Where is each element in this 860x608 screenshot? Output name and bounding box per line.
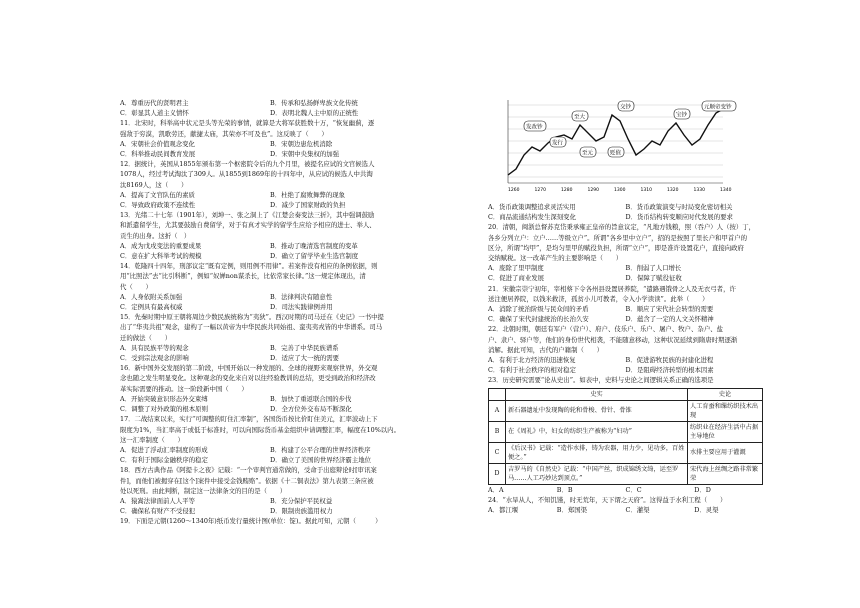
question-line: 22．北朝时期，朝廷有军户（营户）、府户、伎乐户、乐户、屠户、牧户、杂户、盐 (488, 325, 723, 334)
chart-year-tick: 1340 (720, 188, 732, 193)
option: A．货币政策调整追求灵活实用 (488, 203, 576, 211)
row-claim: 人工育蚕和缫纺织技术出现 (688, 400, 763, 421)
option-row (488, 212, 763, 222)
question-line: 24．“水旱从人，不知饥馑，时无荒年，天下谓之天府”。这得益于水利工程（ ） (488, 495, 727, 504)
table-header-claim: 史论 (688, 388, 763, 400)
question-line: 用“比照法”去“比引科断”，例如“奴婵non谋杀长，比依常家长律。”这一规定体现出，清 (120, 272, 366, 281)
question-line: 17．二战结束以来，实行“可调整的盯住汇率制”，各国货币按比价盯住美元，汇率波动上下 (120, 415, 378, 424)
option-row (120, 241, 420, 251)
table-corner (489, 388, 506, 400)
option: D．是阻碍经济转型的根本因素 (625, 366, 714, 375)
chart-callout (618, 101, 634, 111)
question-line: 贡生的出身。这折（ ） (120, 231, 191, 240)
option: C．促进了商业发展 (488, 274, 545, 283)
row-claim: 纺织业在经济生活中占据主导地位 (688, 421, 763, 442)
question-line: 11．北宋时，科举高中状元是头等光荣的事情，就算是大将军获胜数十万，“恢复幽蓟，逐 (120, 119, 375, 128)
option: B．推动了晚清选官制度的变革 (270, 241, 358, 250)
option: B．法律判决有随意性 (270, 292, 333, 301)
svg-text:宝钞: 宝钞 (676, 112, 688, 119)
option-row (120, 302, 420, 312)
svg-text:贬值: 贬值 (610, 150, 622, 157)
row-claim: 水排主要应用于灌溉 (688, 442, 763, 463)
option: D．灵渠 (694, 506, 719, 515)
option: D．限制贵族滥用权力 (270, 507, 333, 516)
paper-money-chart (488, 95, 732, 195)
option: C．科举推动民间教育发展 (120, 150, 196, 159)
option-row (120, 292, 420, 302)
option: A．A (488, 485, 504, 494)
question-line: 23．历史研究需要“论从史出”。如表中，史料与史论之间逻辑关系正确的选项是 (488, 376, 714, 385)
option: B．构建了公平合理的世界经济秩序 (270, 445, 371, 454)
option: A．废除了里甲制度 (488, 264, 544, 273)
option: D．D (694, 485, 711, 494)
option: B．加快了重返联合国的步伐 (270, 394, 352, 403)
option-row (488, 365, 763, 375)
row-fact: 吉罗马的《自然史》记载：“中国产丝，织成锦绣文绮，运至罗马……人工巧妙达到顶点。” (506, 463, 688, 484)
chart-callout (608, 147, 624, 157)
chart-year-tick: 1280 (561, 188, 573, 193)
option: A．宋朝社会价值观念变化 (120, 139, 195, 148)
question-line: 14．乾隆四十四年，刑部议定“既有定例，则用例不用律”。若案件没有相应的条例依据，则 (120, 262, 378, 271)
option-row (120, 251, 420, 261)
chart-year-tick: 1290 (587, 188, 599, 193)
svg-text:至大: 至大 (574, 114, 586, 121)
option: A．尊重历代的贤明君主 (120, 99, 189, 107)
option-row (120, 200, 420, 210)
svg-text:发改钞: 发改钞 (526, 124, 543, 131)
row-label: D (489, 463, 506, 484)
table-row (489, 421, 763, 442)
table-answers (488, 485, 763, 495)
table-row (489, 400, 763, 421)
right-column (488, 202, 763, 515)
row-fact: 《后汉书》记载：“造作水排，铸为农器，用力少，见功多，百姓便之。” (506, 442, 688, 463)
question-line: 18．西方古典作品《阿提卡之夜》记载：“一个审判官通常做的，受命于出庭辩论时[审讯案 (120, 466, 377, 475)
row-fact: 新石器遗址中发现陶的轮和骨梭、骨针、骨锥 (506, 400, 688, 421)
option: B．促进游牧民族的封建化进程 (625, 356, 714, 365)
option-row (488, 202, 763, 212)
option: B．充分保护平民权益 (270, 496, 333, 505)
right-questions (488, 202, 763, 386)
question-line: 21．宋徽宗崇宁初年，宰相蔡下令各州县设置居养院，“遣路遇饿骨之人及无衣弓者，许 (488, 284, 736, 293)
option: D．确立了留学毕业生选官制度 (270, 252, 359, 261)
question-line: 19．下面是元朝(1260～1340年)纸币发行量统计图(单位：锭)。据此可知，元朝（ ） (120, 517, 382, 526)
option: B．杜绝了腐败舞弊的现象 (270, 190, 345, 199)
question-line: 消解。据此可知，古代的户籍制（ ） (488, 345, 604, 354)
option: D．司法实践律例并用 (270, 303, 333, 312)
row-label: B (489, 421, 506, 442)
option: C．确保私有财产不受侵犯 (120, 507, 196, 516)
option: B．宋朝边患危机消除 (270, 139, 333, 148)
question-line: 强敌于穷漠，凯歌劳还，献捷太庙，其荣亦不可及也”。这反映了（ ） (120, 129, 328, 138)
question-line: 件]，而他们被揭穿在[这个]案件中接受金钱贿赂”。依据《十二铜表法》第九表第三条应被 (120, 476, 374, 485)
question-line: 代（ ） (120, 282, 152, 291)
option: C．受到宗法观念的影响 (120, 354, 189, 363)
option: B．削弱了人口增长 (625, 264, 682, 273)
question-line: 处以死刑。由此判断，制定这一法律条文的目的是（ ） (120, 486, 287, 495)
option: D．适应了大一统的需要 (270, 354, 340, 363)
option: B．完善了中华民族谱系 (270, 343, 339, 352)
option: A．人身依附关系加强 (120, 292, 183, 301)
option: C．灌渠 (625, 506, 650, 515)
chart-callout (674, 109, 690, 119)
option-row (120, 98, 420, 108)
svg-text:交钞: 交钞 (620, 104, 632, 111)
option-row (120, 455, 420, 465)
chart-years (508, 187, 732, 193)
table-row (489, 463, 763, 484)
option-row (120, 343, 420, 353)
option: C．有利于社会秩序的相对稳定 (488, 366, 576, 375)
question-line: 交纳赋税。这一改革产生的主要影响是（ ） (488, 254, 623, 263)
question-line: 和派遣留学生，尤其要鼓励自费留学，对于有真才实学的留学生应给予相应的进士、举人、 (120, 221, 376, 230)
question-line: 16．新中国外交发展的第二阶段，中国开始以一种发展的、全球的视野来观察世界，外交观 (120, 364, 378, 373)
option: C．调整了对外政策的根本原则 (120, 405, 208, 414)
option-row (120, 404, 420, 414)
right-tail (488, 495, 763, 515)
table-row (489, 442, 763, 463)
option-row (488, 304, 763, 314)
question-line: 12．据统计，英国从1855年颁布第一个枢密院令后的九个月里，被提名应试的文官候选人 (120, 160, 375, 169)
option: B．郑国渠 (556, 506, 588, 515)
option: A．成为戊戌变法的重要成果 (120, 241, 202, 250)
svg-text:至元: 至元 (582, 150, 594, 157)
question-line: 15．先秦时期中原王朝将周边少数民族统称为“夷狄”。西汉时期的司马迁在《史记》一书中提 (120, 313, 384, 322)
option-row (120, 149, 420, 159)
option: B．传承和弘扬鲜卑族文化传统 (270, 99, 358, 107)
chart-callout (702, 101, 736, 111)
option: B．货币政策演变与时局变化密切相关 (625, 203, 733, 211)
option: C．确保了宋代封建统治的长治久安 (488, 315, 589, 324)
option: D．全方位外交布局不断深化 (270, 405, 352, 414)
option-row (120, 353, 420, 363)
option: A．消除了统治阶级与民众间的矛盾 (488, 305, 589, 314)
option: A．有利于北方经济的迅速恢复 (488, 356, 576, 365)
option-row (120, 496, 420, 506)
option: D．蕴含了一定的人文关怀精神 (625, 315, 714, 324)
option: A．开始突破意识形态外交束缚 (120, 394, 208, 403)
question-line: 户、隶户、驿户等，他们的身份世代相袭，不能随意移动，这种状况延续到隋唐时期逐渐 (488, 335, 738, 344)
question-line: 1078人，经过考试淘汰了309人。从1855到1869年的十四年中，从应试的候选人中共淘 (120, 170, 373, 179)
chart-year-tick: 1300 (614, 188, 626, 193)
option-row (120, 190, 420, 200)
option-row (120, 506, 420, 516)
svg-text:发行: 发行 (552, 140, 564, 147)
option-row (488, 273, 763, 283)
chart-callout (550, 137, 566, 147)
option: C．彰显其人道主义情怀 (120, 109, 189, 118)
question-line: 这一汇率制度（ ） (120, 435, 184, 444)
option: C．有利于国际金融秩序的稳定 (120, 456, 208, 465)
question-line: 革实际需要的推动。这一阶段新中国（ ） (120, 384, 248, 393)
question-line: 20．清朝，闽浙总督苏克岱秉承雍正皇帝的旨意议定，“凡地方钱粮，照（吞户）人（按）丁， (488, 223, 756, 232)
question-line: 迁的做法（ ） (120, 333, 172, 342)
option: D．货币结构转变顺应时代发展的要求 (625, 213, 733, 222)
option: C．商品流通结构发生深刻变化 (488, 213, 576, 222)
option-row (488, 355, 763, 365)
option: A．具有民族平等的观念 (120, 343, 189, 352)
question-line: 送注便居养院，以钱米救济，孤贫小儿可教者，令入小学读读”。此举（ ） (488, 294, 709, 303)
question-line: 出了“华夷共祖”观念，建构了一幅以黄帝为中华民族共同始祖、蛮夷夷戎皆的中华谱系。司马 (120, 323, 383, 332)
option: C．C (625, 485, 642, 494)
row-claim: 宋代海上丝绸之路非常繁荣 (688, 463, 763, 484)
row-label: A (489, 400, 506, 421)
question-line: 限度为1%，当汇率高于或低于标准时，可以向国际货币基金组织申请调整汇率，幅度在10%以内。 (120, 425, 400, 434)
chart-callout (580, 147, 596, 157)
chart-year-tick: 1310 (640, 188, 652, 193)
option-row (120, 108, 420, 118)
option: D．宋朝中央集权的加强 (270, 150, 340, 159)
option: B．B (556, 485, 573, 494)
question-line: 13．光绪二十七年（1901年），刘坤一、张之洞上了《江楚会奏变法三折》，其中强调鼓励 (120, 211, 375, 220)
svg-text:元顺帝变钞: 元顺帝变钞 (704, 104, 732, 111)
option: D．表明北魏人主中原的正统性 (270, 109, 359, 118)
option: C．导致政府政策不连续性 (120, 201, 196, 210)
option-row (488, 263, 763, 273)
option-row (488, 505, 763, 515)
row-fact: 在《周礼》中，妇女的纺织生产被称为“妇功” (506, 421, 688, 442)
question-line: 汰8169人，这（ ） (120, 180, 188, 189)
option: A．促进了浮动汇率制度的形成 (120, 445, 208, 454)
option-row (120, 445, 420, 455)
option: C．意在扩大科举考试的规模 (120, 252, 202, 261)
option: B．顺应了宋代社会转型的需要 (625, 305, 714, 314)
chart-year-tick: 1320 (667, 188, 679, 193)
option: A．提高了文官队伍的素质 (120, 190, 195, 199)
table-header-fact: 史实 (506, 388, 688, 400)
question-line: 念也随之发生明显变化。这种观念的变化来自对以往经验教训的总结，更受到政治和经济改 (120, 374, 376, 383)
row-label: C (489, 442, 506, 463)
option: C．定例具有最高权威 (120, 303, 183, 312)
question-line: 区分，所谓“均甲”，是均匀里甲的赋役负担，所谓“立户”，即是准许设置花户，直接向政府 (488, 243, 744, 252)
option: D．确立了美国的世界经济霸主地位 (270, 456, 371, 465)
chart-year-tick: 1330 (693, 188, 705, 193)
history-table (488, 388, 763, 485)
option: D．保障了赋役征收 (625, 274, 682, 283)
question-line: 各乡分列立户：立户……等级立户”。所谓“各乡里中立户”，招的是按照了里长户和甲首户的 (488, 233, 748, 242)
option-row (488, 314, 763, 324)
option: A．都江堰 (488, 506, 519, 515)
left-column (120, 98, 420, 527)
chart-callout (524, 121, 546, 131)
option: D．减少了国家财政的负担 (270, 201, 346, 210)
chart-year-tick: 1260 (508, 188, 520, 193)
option: A．猿嵩法律面前人人平等 (120, 496, 195, 505)
option-row (120, 394, 420, 404)
chart-year-tick: 1270 (534, 188, 546, 193)
chart-callout (572, 111, 588, 121)
chart-svg (488, 95, 732, 195)
option-row (120, 139, 420, 149)
